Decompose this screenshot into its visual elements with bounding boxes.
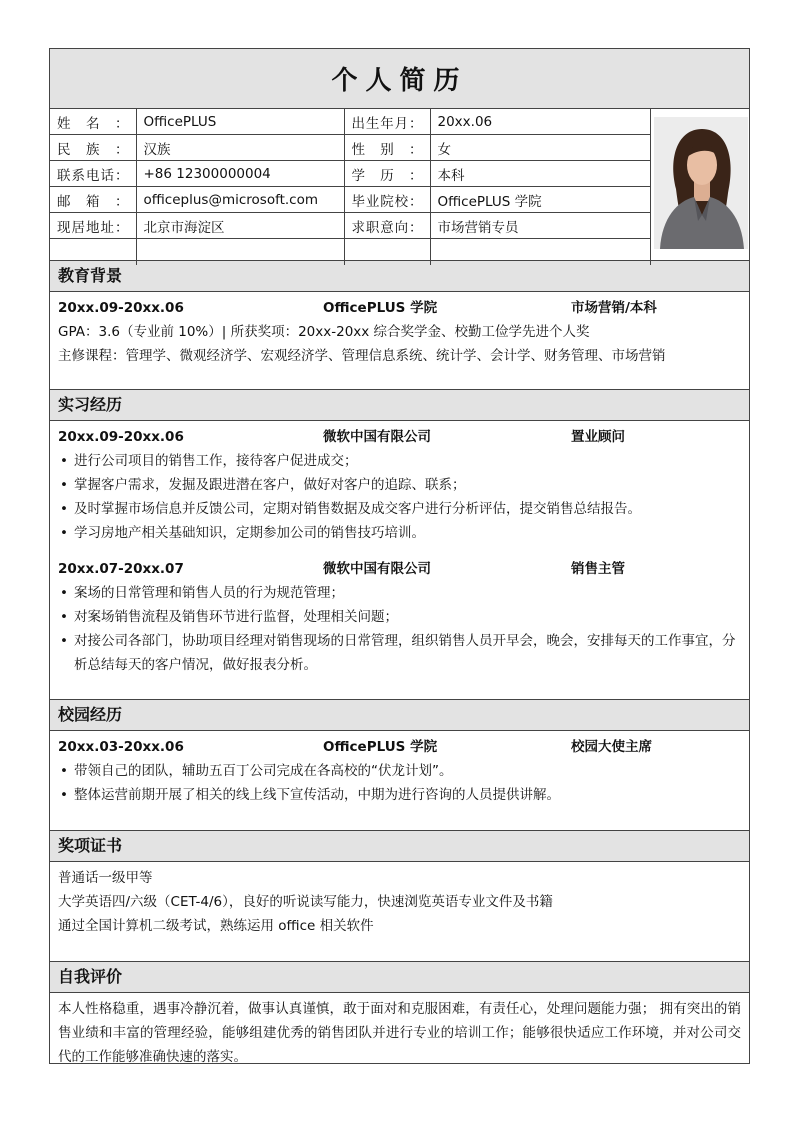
info-value: 市场营销专员 xyxy=(430,213,650,239)
info-row xyxy=(50,161,650,187)
info-label: 学历： xyxy=(344,161,430,187)
internship-heading: 实习经历 xyxy=(50,390,749,421)
list-item: • 掌握客户需求，发掘及跟进潜在客户，做好对客户的追踪、联系； xyxy=(58,473,741,497)
job-role: 销售主管 xyxy=(571,561,625,577)
personal-info-section xyxy=(50,109,749,261)
campus-period: 20xx.03-20xx.06 xyxy=(58,739,184,755)
list-item: • 进行公司项目的销售工作，接待客户促进成交； xyxy=(58,449,741,473)
campus-header-row xyxy=(58,735,741,759)
campus-org: OfficePLUS 学院 xyxy=(323,739,438,755)
job-header-row xyxy=(58,425,741,449)
empty-cell xyxy=(136,239,344,265)
info-value: OfficePLUS xyxy=(136,109,344,135)
info-label: 性别： xyxy=(344,135,430,161)
info-label: 现居地址： xyxy=(50,213,136,239)
campus-section xyxy=(50,731,749,831)
education-period: 20xx.09-20xx.06 xyxy=(58,300,184,316)
job-period: 20xx.07-20xx.07 xyxy=(58,561,184,577)
info-value: OfficePLUS 学院 xyxy=(430,187,650,213)
personal-info-table xyxy=(50,109,651,265)
empty-cell xyxy=(344,239,430,265)
education-section xyxy=(50,292,749,390)
campus-duties-list xyxy=(58,759,741,807)
list-item: • 及时掌握市场信息并反馈公司，定期对销售数据及成交客户进行分析评估，提交销售总结报告。 xyxy=(58,497,741,521)
internship-section xyxy=(50,421,749,700)
education-header-row xyxy=(58,296,741,320)
list-item: • 整体运营前期开展了相关的线上线下宣传活动，中期为进行咨询的人员提供讲解。 xyxy=(58,783,741,807)
award-item: 通过全国计算机二级考试，熟练运用 office 相关软件 xyxy=(58,918,374,934)
job-period: 20xx.09-20xx.06 xyxy=(58,429,184,445)
job-header-row xyxy=(58,557,741,581)
info-value: 本科 xyxy=(430,161,650,187)
info-row xyxy=(50,109,650,135)
list-item: • 带领自己的团队，辅助五百丁公司完成在各高校的“伏龙计划”。 xyxy=(58,759,741,783)
awards-heading: 奖项证书 xyxy=(50,831,749,862)
info-label: 邮箱： xyxy=(50,187,136,213)
awards-section xyxy=(50,862,749,962)
info-row xyxy=(50,213,650,239)
resume-title: 个人简历 xyxy=(50,49,749,109)
self-evaluation-text: 本人性格稳重，遇事冷静沉着，做事认真谨慎，敢于面对和克服困难，有责任心，处理问题能力强； 拥有突出的销售业绩和丰富的管理经验，能够组建优秀的销售团队并进行专业的培训工作；能够很快适应工作环境，并对公司交代的工作能够准确快速的落实。 xyxy=(58,1001,741,1065)
job-duties-list xyxy=(58,581,741,677)
empty-cell xyxy=(430,239,650,265)
campus-heading: 校园经历 xyxy=(50,700,749,731)
info-value: 女 xyxy=(430,135,650,161)
photo-cell xyxy=(650,109,750,260)
info-row-empty xyxy=(50,239,650,265)
award-item: 普通话一级甲等 xyxy=(58,870,153,886)
list-item: • 学习房地产相关基础知识，定期参加公司的销售技巧培训。 xyxy=(58,521,741,545)
job-company: 微软中国有限公司 xyxy=(323,561,431,577)
award-item: 大学英语四/六级（CET-4/6），良好的听说读写能力，快速浏览英语专业文件及书籍 xyxy=(58,894,553,910)
resume-page xyxy=(49,48,750,1064)
self-evaluation-section xyxy=(50,993,749,1069)
info-value: 汉族 xyxy=(136,135,344,161)
info-label: 民族： xyxy=(50,135,136,161)
education-heading: 教育背景 xyxy=(50,261,749,292)
info-label: 联系电话： xyxy=(50,161,136,187)
job-company: 微软中国有限公司 xyxy=(323,429,431,445)
campus-role: 校园大使主席 xyxy=(571,739,652,755)
info-value: 北京市海淀区 xyxy=(136,213,344,239)
education-courses: 主修课程：管理学、微观经济学、宏观经济学、管理信息系统、统计学、会计学、财务管理、市场营销 xyxy=(58,348,666,364)
education-school: OfficePLUS 学院 xyxy=(323,300,438,316)
self-evaluation-heading: 自我评价 xyxy=(50,962,749,993)
info-value: 20xx.06 xyxy=(430,109,650,135)
empty-cell xyxy=(50,239,136,265)
profile-photo xyxy=(654,117,748,249)
job-duties-list xyxy=(58,449,741,545)
list-item: • 案场的日常管理和销售人员的行为规范管理； xyxy=(58,581,741,605)
info-label: 姓名： xyxy=(50,109,136,135)
info-value: officeplus@microsoft.com xyxy=(136,187,344,213)
education-gpa: GPA：3.6（专业前 10%）| 所获奖项：20xx-20xx 综合奖学金、校勤工俭学先进个人奖 xyxy=(58,324,590,340)
job-role: 置业顾问 xyxy=(571,429,625,445)
info-label: 毕业院校： xyxy=(344,187,430,213)
info-row xyxy=(50,135,650,161)
list-item: • 对接公司各部门，协助项目经理对销售现场的日常管理，组织销售人员开早会，晚会，安排每天的工作事宜，分析总结每天的客户情况，做好报表分析。 xyxy=(58,629,741,677)
info-label: 求职意向： xyxy=(344,213,430,239)
list-item: • 对案场销售流程及销售环节进行监督，处理相关问题； xyxy=(58,605,741,629)
info-row xyxy=(50,187,650,213)
education-major: 市场营销/本科 xyxy=(571,300,657,316)
info-value: +86 12300000004 xyxy=(136,161,344,187)
info-label: 出生年月： xyxy=(344,109,430,135)
